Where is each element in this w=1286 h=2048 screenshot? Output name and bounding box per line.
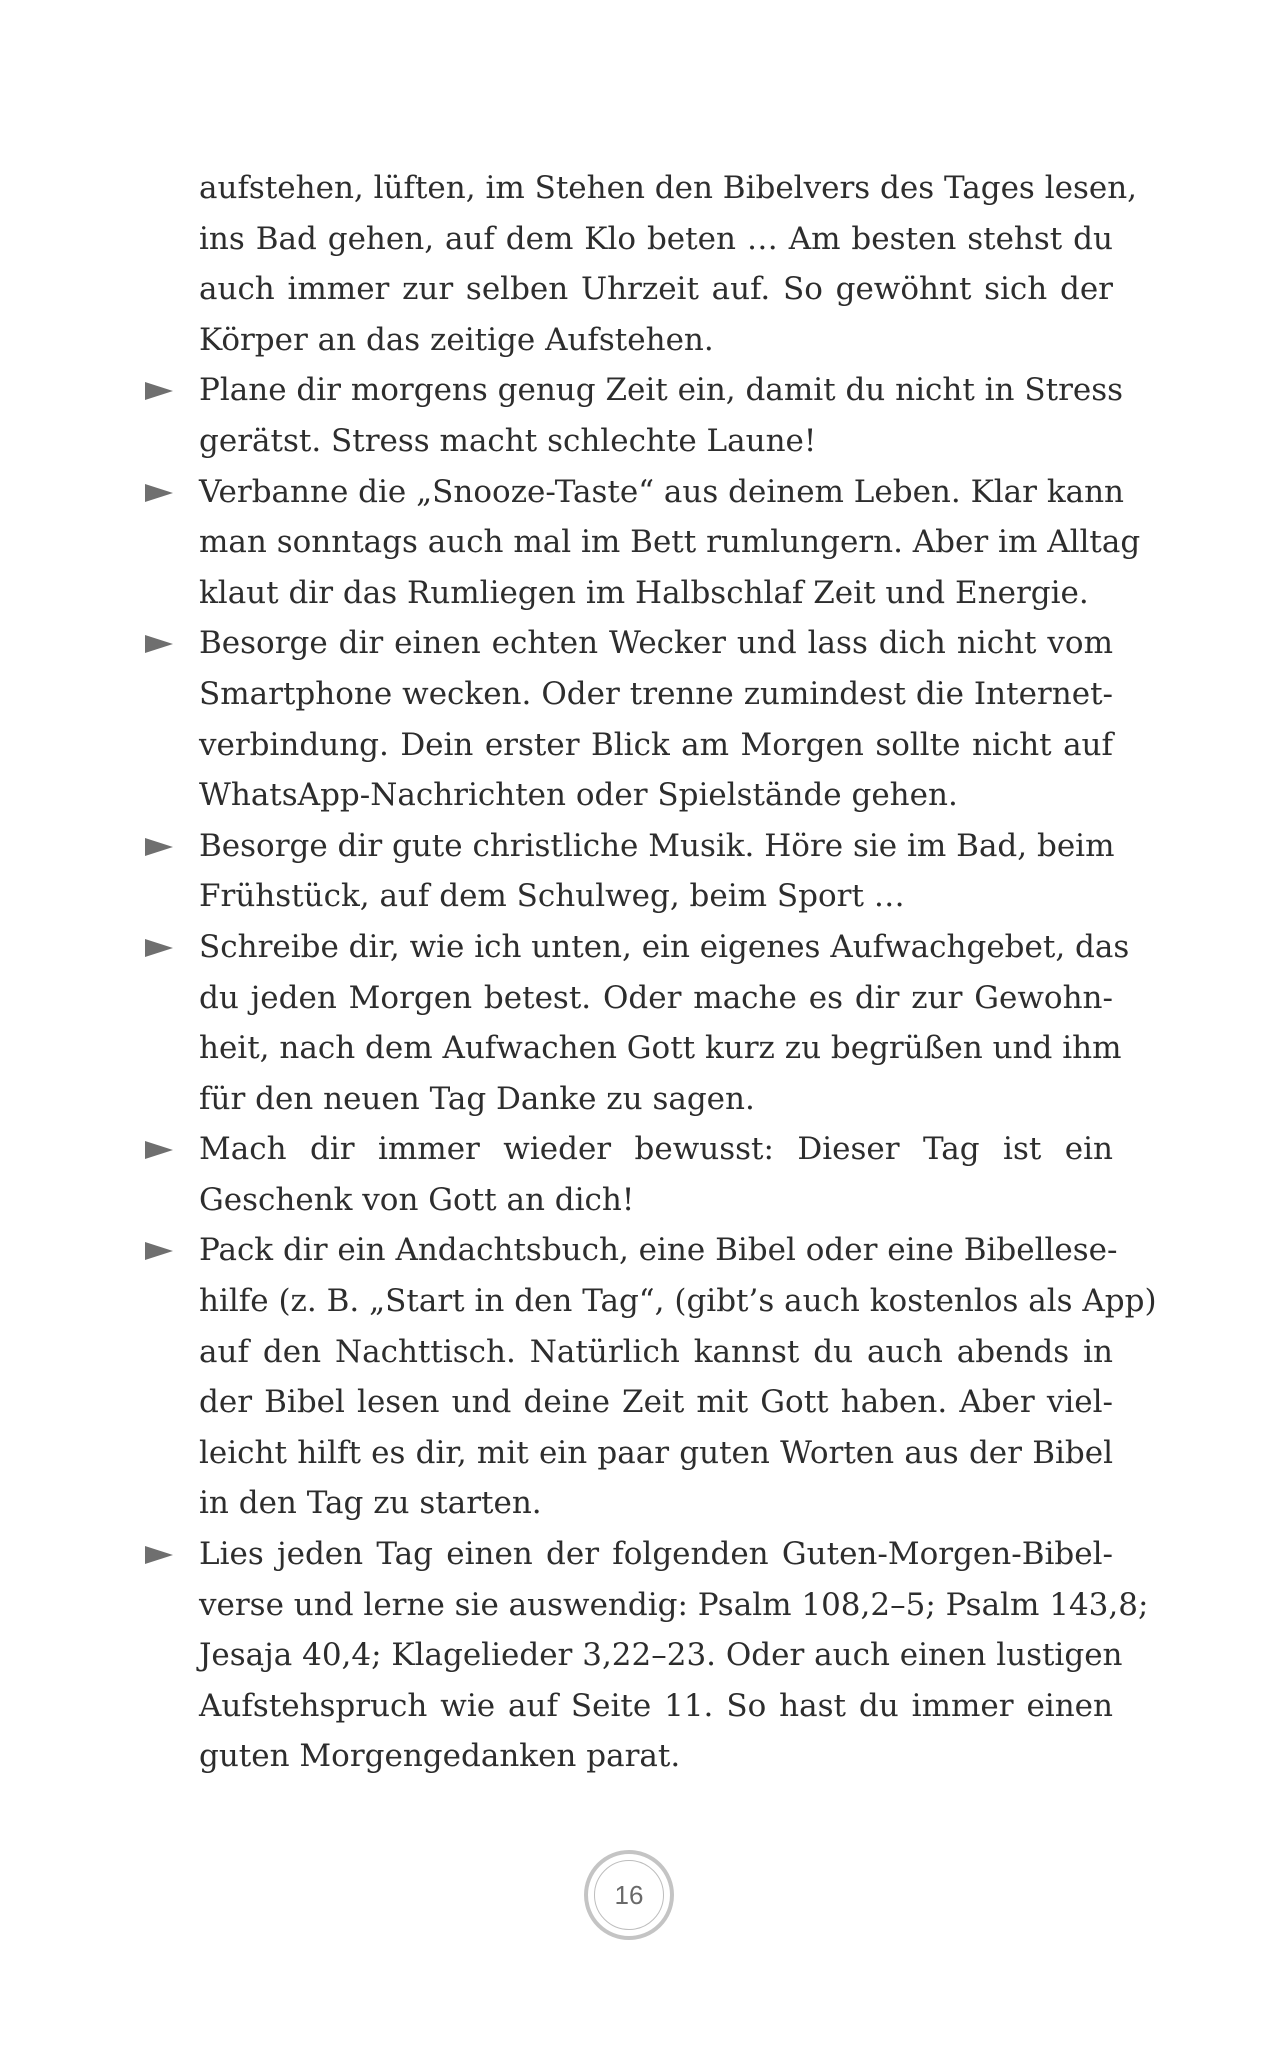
bullet-line: du jeden Morgen betest. Oder mache es dir zur Gewohn- [199,979,1113,1016]
triangle-right-icon [145,1242,173,1260]
bullet-line: Plane dir morgens genug Zeit ein, damit du nicht in Stress [199,365,1113,416]
bullet-line: klaut dir das Rumliegen im Halbschlaf Zeit und Energie. [199,574,1089,611]
intro-line: Körper an das zeitige Aufstehen. [199,321,714,358]
bullet-line: Geschenk von Gott an dich! [199,1181,635,1218]
triangle-right-icon [145,838,173,856]
intro-line: auch immer zur selben Uhrzeit auf. So gewöhnt sich der [199,271,1113,308]
triangle-right-icon [145,939,173,957]
bullet-line: verse und lerne sie auswendig: Psalm 108,2–5; Psalm 143,8; [199,1586,1149,1623]
bullet-line: Smartphone wecken. Oder trenne zumindest die Internet- [199,675,1113,712]
triangle-right-icon [145,1546,173,1564]
bullet-line: heit, nach dem Aufwachen Gott kurz zu begrüßen und ihm [199,1030,1122,1067]
bullet-line: Jesaja 40,4; Klagelieder 3,22–23. Oder auch einen lustigen [199,1637,1123,1674]
bullet-line: Pack dir ein Andachtsbuch, eine Bibel oder eine Bibellese- [199,1225,1113,1276]
bullet-line: leicht hilft es dir, mit ein paar guten Worten aus der Bibel [199,1434,1113,1471]
triangle-right-icon [145,382,173,400]
bullet-line: Schreibe dir, wie ich unten, ein eigenes Aufwachgebet, das [199,922,1113,973]
triangle-right-icon [145,635,173,653]
bullet-line: der Bibel lesen und deine Zeit mit Gott haben. Aber viel- [199,1384,1113,1421]
bullet-line: Besorge dir einen echten Wecker und lass dich nicht vom [199,618,1113,669]
bullet-line: gerätst. Stress macht schlechte Laune! [199,422,817,459]
intro-line: aufstehen, lüften, im Stehen den Bibelvers des Tages lesen, [199,170,1138,206]
bullet-line: Mach dir immer wieder bewusst: Dieser Tag ist ein [199,1124,1113,1175]
page-number-badge [584,1850,674,1940]
bullet-line: guten Morgengedanken parat. [199,1738,681,1775]
triangle-right-icon [145,484,173,502]
body-text [199,163,1157,1782]
bullet-line: verbindung. Dein erster Blick am Morgen sollte nicht auf [199,726,1113,763]
bullet-line: Frühstück, auf dem Schulweg, beim Sport … [199,878,905,915]
bullet-line: hilfe (z. B. „Start in den Tag“, (gibt’s auch kostenlos als App) [199,1283,1157,1320]
bullet-line: Aufstehspruch wie auf Seite 11. So hast du immer einen [199,1687,1113,1724]
bullet-line: WhatsApp-Nachrichten oder Spielstände gehen. [199,777,958,814]
bullet-line: Lies jeden Tag einen der folgenden Guten-Morgen-Bibel- [199,1529,1113,1580]
bullet-line: Besorge dir gute christliche Musik. Höre sie im Bad, beim [199,821,1113,872]
bullet-line: Verbanne die „Snooze-Taste“ aus deinem Leben. Klar kann [199,467,1113,518]
bullet-line: für den neuen Tag Danke zu sagen. [199,1080,755,1117]
bullet-line: auf den Nachttisch. Natürlich kannst du auch abends in [199,1333,1113,1370]
page-number: 16 [594,1860,664,1930]
bullet-line: in den Tag zu starten. [199,1485,542,1522]
bullet-line: man sonntags auch mal im Bett rumlungern. Aber im Alltag [199,524,1141,561]
intro-line: ins Bad gehen, auf dem Klo beten … Am besten stehst du [199,220,1113,257]
triangle-right-icon [145,1141,173,1159]
